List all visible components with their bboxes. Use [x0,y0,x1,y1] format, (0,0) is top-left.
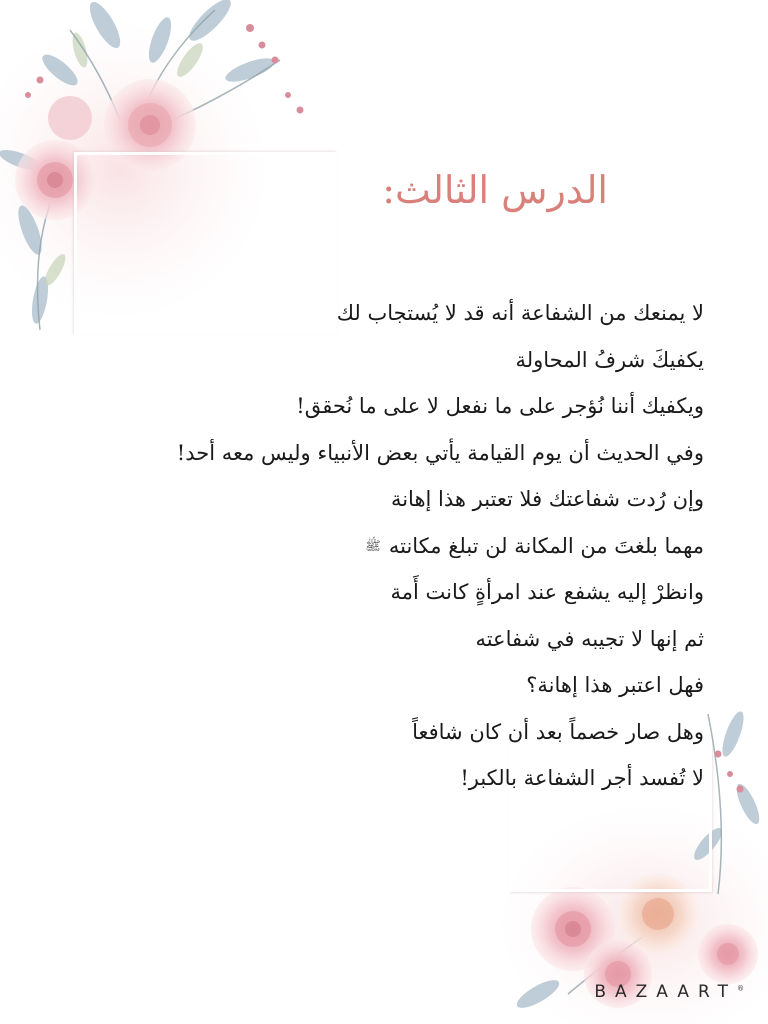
lesson-title: الدرس الثالث: [382,168,608,212]
poem-line: وهل صار خصماً بعد أن كان شافعاً [412,719,704,744]
poem-line: لا يمنعك من الشفاعة أنه قد لا يُستجاب لك [336,301,704,325]
poem-line-text: مهما بلغتَ من المكانة لن تبلغ مكانته [388,533,704,558]
poem-line: فهل اعتبر هذا إهانة؟ [526,673,704,697]
brand-name: BAZAART [594,982,737,1002]
registered-mark: ® [737,984,744,993]
poem-line: لا تُفسد أجر الشفاعة بالكبر! [460,766,704,790]
poem-line: وإن رُدت شفاعتك فلا تعتبر هذا إهانة [390,487,704,511]
poem-line-with-honorific [234,523,704,570]
poem-line: وفي الحديث أن يوم القيامة يأتي بعض الأنبياء وليس معه أحد! [176,440,704,465]
poem-text [176,290,704,802]
poem-line: يكفيكَ شرفُ المحاولة [515,347,704,372]
brand-watermark [594,982,744,1002]
poem-line: وانظرْ إليه يشفع عند امرأةٍ كانت أَمة [390,580,704,604]
poem-line: ثم إنها لا تجيبه في شفاعته [475,626,704,651]
honorific-glyph: ﷺ [365,538,381,554]
poem-line: ويكفيك أننا نُؤجر على ما نفعل لا على ما نُحقق! [296,394,704,418]
